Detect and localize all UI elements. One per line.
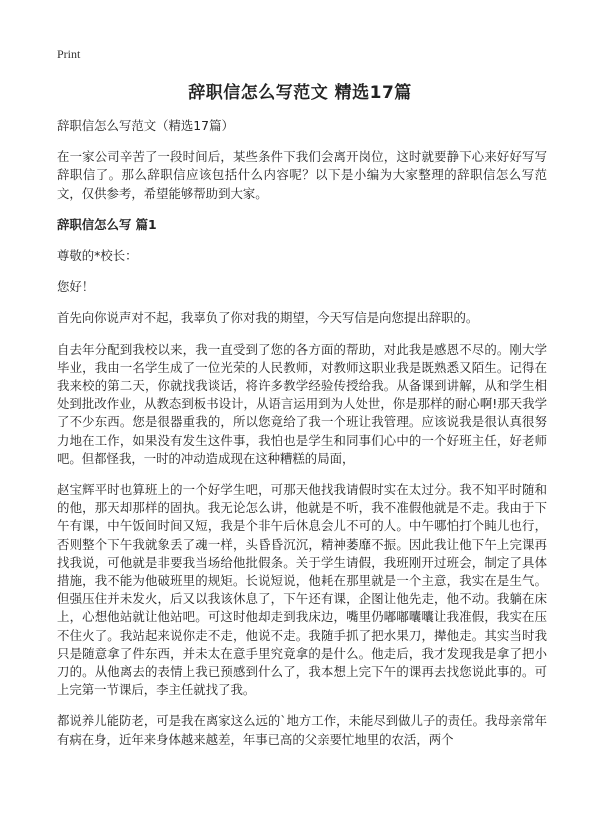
hello-line: 您好！ <box>57 279 95 295</box>
body-paragraph: 都说养儿能防老，可是我在离家这么远的`地方工作，未能尽到做儿子的责任。我母亲常年有病在身，近年来身体越来越差，年事已高的父亲要忙地里的农活，两个 <box>57 713 547 747</box>
greeting-line: 尊敬的*校长： <box>57 248 138 264</box>
intro-paragraph: 在一家公司辛苦了一段时间后，某些条件下我们会离开岗位，这时就要静下心来好好写写辞职信了。那么辞职信应该包括什么内容呢？以下是小编为大家整理的辞职信怎么写范文，仅供参考，希望能够帮助到大家。 <box>57 149 547 201</box>
page-title: 辞职信怎么写范文 精选17篇 <box>188 83 412 103</box>
body-paragraph: 赵宝辉平时也算班上的一个好学生吧，可那天他找我请假时实在太过分。我不知平时随和的他，那天却那样的固执。我无论怎么讲，他就是不听，我不准假他就是不走。我由于下午有课，中午饭间时间又短，我是个非午后休息会儿不可的人。中午哪怕打个盹儿也行，否则整个下午我就象丢了魂一样，头昏昏沉沉，精神萎靡不振。因此我让他下午上完课再找我说，可他就是非要我当场给他批假条。关于学生请假，我班刚开过班会，制定了具体措施，我不能为他破班里的规矩。长说短说，他耗在那里就是一个主意，我实在是生气。但强压住并未发火，后又以我该休息了，下午还有课，企图让他先走，他不动。我躺在床上，心想他站就让他站吧。可这时他却走到我床边，嘴里仍嘟嘟囔囔让我准假，我实在压不住火了。我站起来说你走不走，他说不走。我随手抓了把水果刀，撵他走。其实当时我只是随意拿了件东西，并未太在意手里究竟拿的是什么。他走后，我才发现我是拿了把小刀的。从他离去的表情上我已预感到什么了，我本想上完下午的课再去找您说此事的。可上完第一节课后，李主任就找了我。 <box>57 482 547 698</box>
print-link[interactable]: Print <box>57 47 81 61</box>
document-subtitle: 辞职信怎么写范文（精选17篇） <box>57 118 234 133</box>
body-paragraph: 自去年分配到我校以来，我一直受到了您的各方面的帮助，对此我是感恩不尽的。刚大学毕业，我由一名学生成了一位光荣的人民教师，对教师这职业我是既熟悉又陌生。记得在我来校的第二天，你就找我谈话，将许多教学经验传授给我。从备课到讲解，从和学生相处到批改作业，从教态到板书设计，从语言运用到为人处世，你是那样的耐心啊!那天我学了不少东西。您是很器重我的，所以您竟给了我一个班让我管理。应该说我是很认真很努力地在工作，如果没有发生这件事，我怕也是学生和同事们心中的一个好班主任，好老师吧。但都怪我，一时的冲动造成现在这种糟糕的局面， <box>57 341 547 466</box>
body-paragraph: 首先向你说声对不起，我辜负了你对我的期望，今天写信是向您提出辞职的。 <box>57 310 479 326</box>
document-body <box>57 117 547 762</box>
section-heading: 辞职信怎么写 篇1 <box>57 216 157 232</box>
